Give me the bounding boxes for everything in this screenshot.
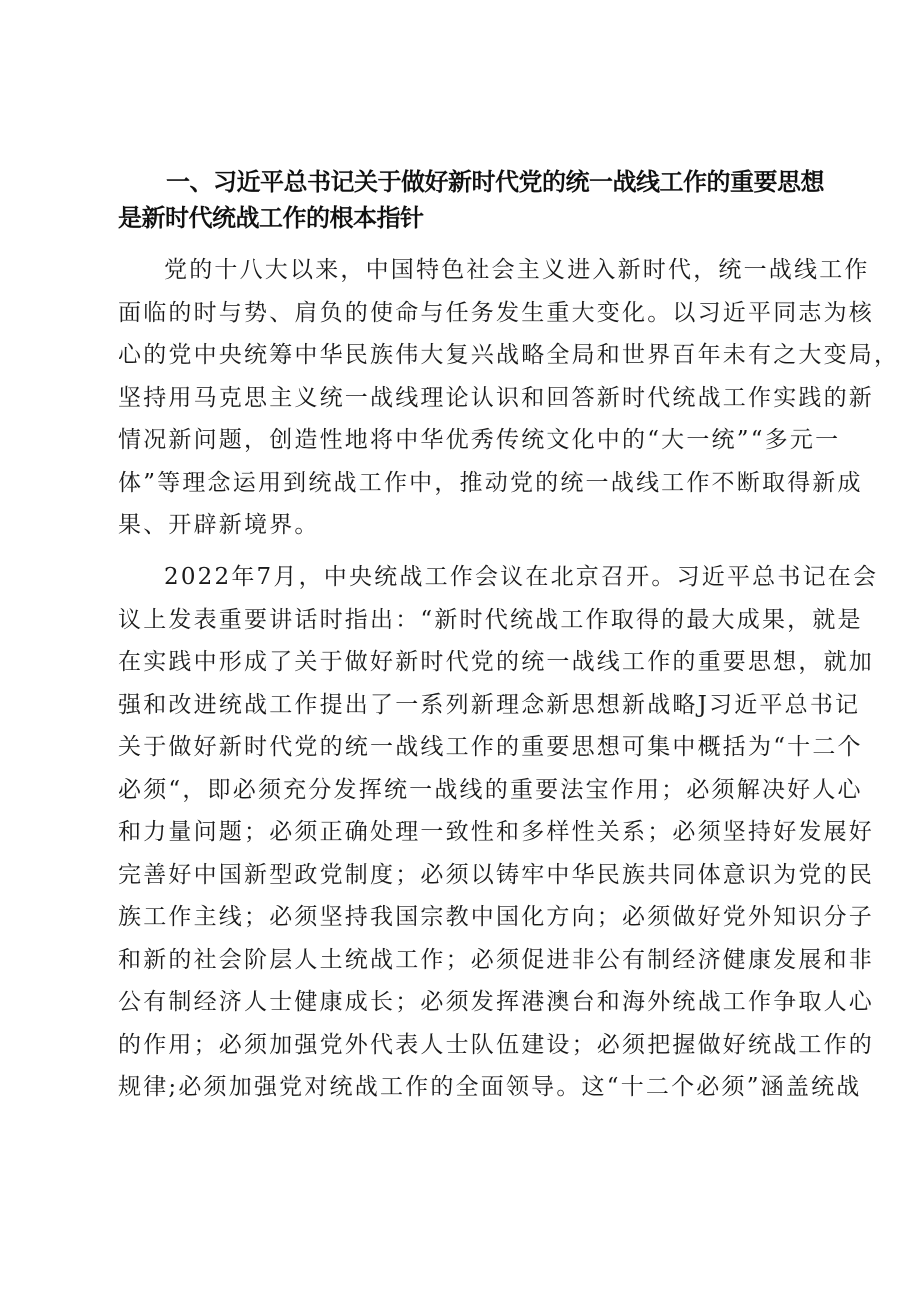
paragraph-line: 必须“，即必须充分发挥统一战线的重要法宝作用；必须解决好人心: [118, 776, 863, 803]
paragraph-line: 完善好中国新型政党制度；必须以铸牢中华民族共同体意识为党的民: [118, 861, 874, 888]
paragraph-line: 在实践中形成了关于做好新时代党的统一战线工作的重要思想，就加: [118, 649, 874, 675]
section-heading: [118, 164, 824, 236]
paragraph-line: 规律;必须加强党对统战工作的全面领导。这“十二个必须”涵盖统战: [118, 1074, 862, 1100]
paragraph-line: 的作用；必须加强党外代表人士队伍建设；必须把握做好统战工作的: [118, 1031, 874, 1058]
heading-line: 是新时代统战工作的根本指针: [118, 204, 424, 232]
paragraph-line: 和新的社会阶层人土统战工作；必须促进非公有制经济健康发展和非: [118, 946, 874, 973]
paragraph-line: 果、开辟新境界。: [118, 512, 320, 538]
paragraph-line: 2022年7月，中央统战工作会议在北京召开。习近平总书记在会: [164, 564, 879, 590]
paragraph-line: 族工作主线；必须坚持我国宗教中国化方向；必须做好党外知识分子: [118, 904, 874, 930]
paragraph-line: 党的十八大以来，中国特色社会主义进入新时代，统一战线工作: [164, 257, 870, 283]
body-paragraph: [118, 556, 879, 1109]
paragraph-line: 议上发表重要讲话时指出：“新时代统战工作取得的最大成果，就是: [118, 606, 863, 633]
paragraph-line: 关于做好新时代党的统一战线工作的重要思想可集中概括为“十二个: [118, 734, 863, 760]
paragraph-line: 强和改进统战工作提出了一系列新理念新思想新战略J习近平总书记: [118, 691, 861, 718]
paragraph-line: 面临的时与势、肩负的使命与任务发生重大变化。以习近平同志为核: [118, 299, 874, 326]
paragraph-line: 公有制经济人士健康成长；必须发挥港澳台和海外统战工作争取人心: [118, 989, 874, 1015]
paragraph-line: 和力量问题；必须正确处理一致性和多样性关系；必须坚持好发展好: [118, 819, 874, 845]
paragraph-line: 坚持用马克思主义统一战线理论认识和回答新时代统战工作实践的新: [118, 384, 874, 411]
heading-line: 一、习近平总书记关于做好新时代党的统一战线工作的重要思想: [166, 168, 824, 196]
paragraph-line: 心的党中央统筹中华民族伟大复兴战略全局和世界百年未有之大变局，: [118, 342, 900, 368]
paragraph-line: 情况新问题，创造性地将中华优秀传统文化中的“大一统”“多元一: [118, 427, 841, 453]
body-paragraph: [118, 249, 900, 547]
paragraph-line: 体”等理念运用到统战工作中，推动党的统一战线工作不断取得新成: [118, 469, 863, 496]
